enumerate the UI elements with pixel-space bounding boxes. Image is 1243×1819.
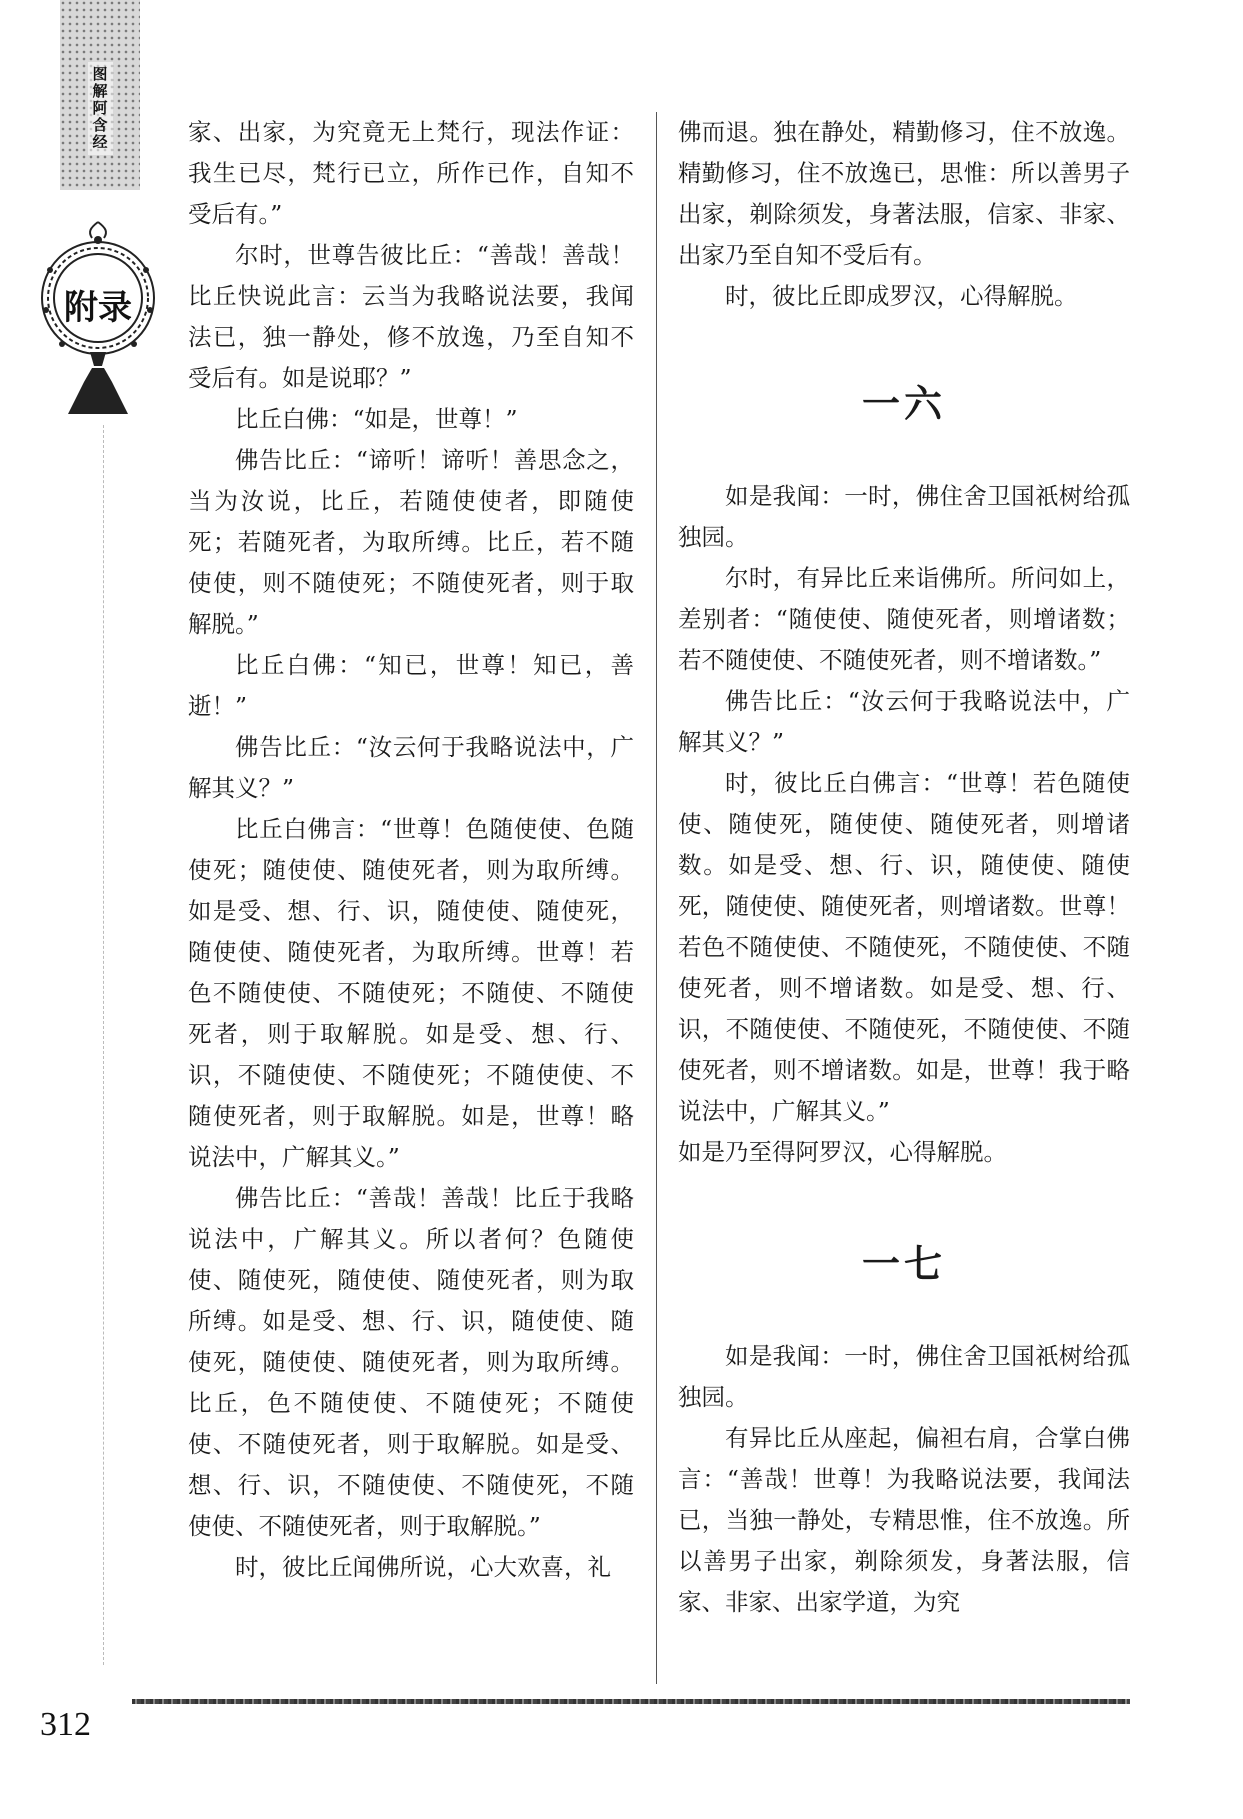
paragraph: 佛告比丘：“善哉！善哉！比丘于我略说法中，广解其义。所以者何？色随使使、随使死，随使使、随使死者，则为取所缚。如是受、想、行、识，随使使、随使死，随使使、随使死者，则为取所缚。比丘，色不随使使、不随使死；不随使使、不随使死者，则于取解脱。如是受、想、行、识，不随使使、不随使死，不随使使、不随使死者，则于取解脱。” bbox=[188, 1184, 634, 1540]
paragraph: 尔时，世尊告彼比丘：“善哉！善哉！比丘快说此言：云当为我略说法要，我闻法已，独一静处，修不放逸，乃至自知不受后有。如是说耶？” bbox=[188, 241, 634, 392]
paragraph: 比丘白佛：“如是，世尊！” bbox=[235, 405, 518, 433]
paragraph: 佛而退。独在静处，精勤修习，住不放逸。精勤修习，住不放逸已，思惟：所以善男子出家，剃除须发，身著法服，信家、非家、出家乃至自知不受后有。 bbox=[678, 118, 1130, 269]
paragraph: 时，彼比丘即成罗汉，心得解脱。 bbox=[725, 282, 1078, 310]
paragraph: 家、出家，为究竟无上梵行，现法作证：我生已尽，梵行已立，所作已作，自知不受后有。” bbox=[188, 118, 634, 228]
margin-rule bbox=[103, 425, 104, 1665]
paragraph: 有异比丘从座起，偏袒右肩，合掌白佛言：“善哉！世尊！为我略说法要，我闻法已，当独一静处，专精思惟，住不放逸。所以善男子出家，剃除须发，身著法服，信家、非家、出家学道，为究 bbox=[678, 1424, 1130, 1616]
section-heading-16: 一六 bbox=[861, 381, 946, 426]
left-column bbox=[188, 112, 634, 1588]
paragraph: 如是我闻：一时，佛住舍卫国祇树给孤独园。 bbox=[678, 482, 1130, 551]
footer-rule bbox=[132, 1699, 1130, 1704]
paragraph: 尔时，有异比丘来诣佛所。所问如上，差别者：“随使使、随使死者，则增诸数；若不随使使、不随使死者，则不增诸数。” bbox=[678, 564, 1130, 674]
section-heading-17: 一七 bbox=[861, 1241, 946, 1286]
appendix-emblem bbox=[28, 218, 168, 418]
right-column bbox=[678, 112, 1130, 1623]
paragraph: 佛告比丘：“谛听！谛听！善思念之，当为汝说，比丘，若随使使者，即随使死；若随死者，为取所缚。比丘，若不随使使，则不随使死；不随使死者，则于取解脱。” bbox=[188, 446, 634, 638]
paragraph: 时，彼比丘闻佛所说，心大欢喜，礼 bbox=[235, 1553, 611, 1581]
paragraph: 时，彼比丘白佛言：“世尊！若色随使使、随使死，随使使、随使死者，则增诸数。如是受、想、行、识，随使使、随使死，随使使、随使死者，则增诸数。世尊！若色不随使使、不随使死，不随使使、不随使死者，则不增诸数。如是受、想、行、识，不随使使、不随使死，不随使使、不随使死者，则不增诸数。如是，世尊！我于略说法中，广解其义。” bbox=[678, 769, 1130, 1125]
side-banner bbox=[60, 0, 140, 190]
page-number: 312 bbox=[40, 1706, 91, 1743]
paragraph: 比丘白佛言：“世尊！色随使使、色随使死；随使使、随使死者，则为取所缚。如是受、想、行、识，随使使、随使死，随使使、随使死者，为取所缚。世尊！若色不随使使、不随使死；不随使、不随使死者，则于取解脱。如是受、想、行、识，不随使使、不随使死；不随使使、不随使死者，则于取解脱。如是，世尊！略说法中，广解其义。” bbox=[188, 815, 634, 1171]
book-title: 图解阿含经 bbox=[88, 62, 113, 155]
paragraph: 如是我闻：一时，佛住舍卫国祇树给孤独园。 bbox=[678, 1342, 1130, 1411]
section-label: 附录 bbox=[64, 288, 132, 328]
paragraph: 如是乃至得阿罗汉，心得解脱。 bbox=[678, 1138, 1007, 1166]
column-divider bbox=[656, 112, 657, 1684]
paragraph: 佛告比丘：“汝云何于我略说法中，广解其义？” bbox=[188, 733, 634, 802]
paragraph: 比丘白佛：“知已，世尊！知已，善逝！” bbox=[188, 651, 634, 720]
paragraph: 佛告比丘：“汝云何于我略说法中，广解其义？” bbox=[678, 687, 1130, 756]
